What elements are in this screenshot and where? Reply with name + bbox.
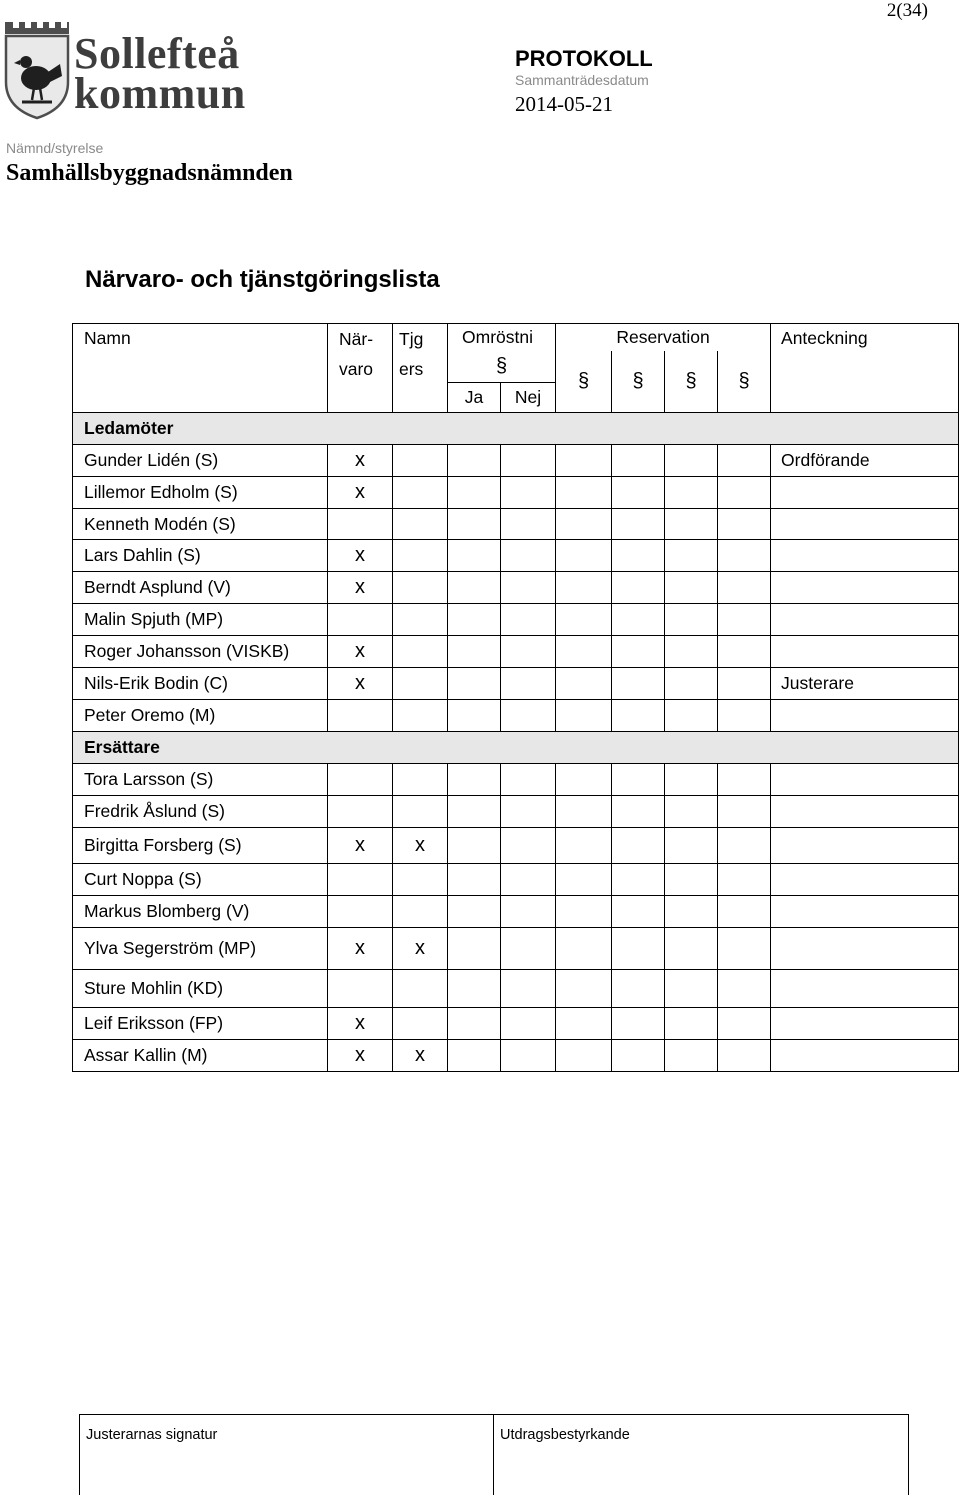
member-name: Sture Mohlin (KD) <box>73 970 328 1008</box>
member-row <box>73 668 959 700</box>
reservation-cell <box>665 864 718 896</box>
vote-no-cell <box>501 764 556 796</box>
vote-no-cell <box>501 636 556 668</box>
vote-yes-cell <box>448 970 501 1008</box>
reservation-cell <box>665 764 718 796</box>
vote-no-cell <box>501 864 556 896</box>
reservation-cell <box>612 668 665 700</box>
vote-yes-cell <box>448 445 501 477</box>
member-name: Fredrik Åslund (S) <box>73 796 328 828</box>
vote-no-cell <box>501 1040 556 1072</box>
coat-of-arms-icon <box>4 20 70 120</box>
vote-yes-cell <box>448 1008 501 1040</box>
reservation-cell <box>718 796 771 828</box>
vote-yes-cell <box>448 896 501 928</box>
member-note <box>771 896 959 928</box>
header-reservation: Reservation <box>556 324 771 351</box>
certification-label: Utdragsbestyrkande <box>500 1427 630 1443</box>
logo-line-1: Sollefteå <box>74 29 240 78</box>
vote-yes-cell <box>448 572 501 604</box>
header-vote-no: Nej <box>501 383 556 413</box>
reservation-cell <box>718 636 771 668</box>
reservation-cell <box>556 764 612 796</box>
reservation-cell <box>556 1008 612 1040</box>
signature-label: Justerarnas signatur <box>80 1415 494 1495</box>
reservation-cell <box>556 864 612 896</box>
member-name: Roger Johansson (VISKB) <box>73 636 328 668</box>
attendance-table <box>72 323 959 1072</box>
member-note <box>771 928 959 970</box>
member-row <box>73 700 959 732</box>
vote-yes-cell <box>448 864 501 896</box>
reservation-cell <box>718 445 771 477</box>
member-note <box>771 700 959 732</box>
member-name: Nils-Erik Bodin (C) <box>73 668 328 700</box>
present-mark: x <box>328 636 393 668</box>
reservation-cell <box>665 796 718 828</box>
vote-yes-cell <box>448 604 501 636</box>
protocol-block <box>515 46 653 117</box>
header-serving-line1: Tjg <box>399 329 424 349</box>
vote-yes-cell <box>448 540 501 572</box>
present-mark <box>328 864 393 896</box>
member-name: Leif Eriksson (FP) <box>73 1008 328 1040</box>
reservation-cell <box>612 796 665 828</box>
reservation-cell <box>718 540 771 572</box>
reservation-cell <box>718 477 771 509</box>
member-row <box>73 636 959 668</box>
reservation-cell <box>665 896 718 928</box>
present-mark: x <box>328 828 393 864</box>
member-name: Ylva Segerström (MP) <box>73 928 328 970</box>
logo-wordmark <box>74 29 246 118</box>
present-mark <box>328 970 393 1008</box>
reservation-cell <box>718 668 771 700</box>
serving-mark <box>393 764 448 796</box>
reservation-cell <box>612 828 665 864</box>
reservation-cell <box>718 764 771 796</box>
member-note <box>771 970 959 1008</box>
serving-mark <box>393 970 448 1008</box>
present-mark <box>328 604 393 636</box>
member-name: Markus Blomberg (V) <box>73 896 328 928</box>
reservation-cell <box>556 445 612 477</box>
present-mark: x <box>328 1008 393 1040</box>
reservation-cell <box>665 700 718 732</box>
reservation-cell <box>612 636 665 668</box>
present-mark: x <box>328 668 393 700</box>
vote-no-cell <box>501 828 556 864</box>
serving-mark <box>393 540 448 572</box>
reservation-cell <box>612 445 665 477</box>
member-name: Peter Oremo (M) <box>73 700 328 732</box>
header-vote-yes: Ja <box>448 383 501 413</box>
present-mark: x <box>328 572 393 604</box>
present-mark <box>328 796 393 828</box>
reservation-cell <box>718 864 771 896</box>
header-vote: Omröstni <box>448 324 556 351</box>
section-row <box>73 413 959 445</box>
reservation-cell <box>718 828 771 864</box>
vote-yes-cell <box>448 668 501 700</box>
reservation-cell <box>612 604 665 636</box>
header-serving <box>393 324 448 413</box>
present-mark: x <box>328 477 393 509</box>
reservation-cell <box>556 668 612 700</box>
section-title: Ledamöter <box>73 413 959 445</box>
reservation-cell <box>718 1008 771 1040</box>
reservation-cell <box>718 970 771 1008</box>
vote-no-cell <box>501 928 556 970</box>
member-note <box>771 604 959 636</box>
member-name: Kenneth Modén (S) <box>73 509 328 540</box>
serving-mark: x <box>393 928 448 970</box>
vote-yes-cell <box>448 764 501 796</box>
member-row <box>73 477 959 509</box>
reservation-cell <box>718 896 771 928</box>
serving-mark <box>393 700 448 732</box>
reservation-cell <box>665 445 718 477</box>
reservation-paragraph-icon-3: § <box>665 351 718 413</box>
present-mark <box>328 764 393 796</box>
vote-no-cell <box>501 796 556 828</box>
member-note <box>771 636 959 668</box>
vote-yes-cell <box>448 636 501 668</box>
reservation-cell <box>612 896 665 928</box>
reservation-cell <box>612 864 665 896</box>
member-row <box>73 864 959 896</box>
member-note <box>771 572 959 604</box>
member-note: Ordförande <box>771 445 959 477</box>
member-note <box>771 477 959 509</box>
meeting-date: 2014-05-21 <box>515 92 613 116</box>
vote-yes-cell <box>448 796 501 828</box>
board-label: Nämnd/styrelse <box>6 140 104 156</box>
reservation-cell <box>718 509 771 540</box>
reservation-cell <box>612 572 665 604</box>
vote-no-cell <box>501 668 556 700</box>
member-row <box>73 928 959 970</box>
member-row <box>73 970 959 1008</box>
present-mark: x <box>328 1040 393 1072</box>
page-number: 2(34) <box>886 0 928 21</box>
reservation-cell <box>556 477 612 509</box>
reservation-cell <box>556 509 612 540</box>
reservation-cell <box>612 700 665 732</box>
reservation-cell <box>718 928 771 970</box>
member-row <box>73 540 959 572</box>
signature-box <box>79 1414 909 1495</box>
reservation-cell <box>718 572 771 604</box>
reservation-cell <box>665 1040 718 1072</box>
reservation-cell <box>665 477 718 509</box>
member-name: Tora Larsson (S) <box>73 764 328 796</box>
vote-no-cell <box>501 540 556 572</box>
member-name: Curt Noppa (S) <box>73 864 328 896</box>
header-note: Anteckning <box>771 324 959 413</box>
member-row <box>73 1040 959 1072</box>
member-name: Birgitta Forsberg (S) <box>73 828 328 864</box>
member-row <box>73 1008 959 1040</box>
reservation-cell <box>612 970 665 1008</box>
member-name: Lillemor Edholm (S) <box>73 477 328 509</box>
reservation-cell <box>556 636 612 668</box>
vote-yes-cell <box>448 700 501 732</box>
member-note <box>771 828 959 864</box>
reservation-paragraph-icon-2: § <box>612 351 665 413</box>
member-note: Justerare <box>771 668 959 700</box>
member-name: Assar Kallin (M) <box>73 1040 328 1072</box>
vote-no-cell <box>501 572 556 604</box>
vote-no-cell <box>501 970 556 1008</box>
member-row <box>73 509 959 540</box>
reservation-cell <box>665 1008 718 1040</box>
section-row <box>73 732 959 764</box>
meeting-date-label: Sammanträdesdatum <box>515 72 649 88</box>
header-present-line1: När- <box>339 329 374 349</box>
member-row <box>73 896 959 928</box>
reservation-cell <box>612 1040 665 1072</box>
vote-no-cell <box>501 509 556 540</box>
page-heading: Närvaro- och tjänstgöringslista <box>85 266 440 293</box>
vote-no-cell <box>501 604 556 636</box>
serving-mark <box>393 445 448 477</box>
present-mark: x <box>328 928 393 970</box>
member-row <box>73 764 959 796</box>
serving-mark <box>393 636 448 668</box>
reservation-cell <box>556 604 612 636</box>
member-note <box>771 1008 959 1040</box>
serving-mark <box>393 477 448 509</box>
vote-no-cell <box>501 1008 556 1040</box>
reservation-cell <box>718 604 771 636</box>
member-row <box>73 828 959 864</box>
serving-mark: x <box>393 828 448 864</box>
reservation-cell <box>665 668 718 700</box>
reservation-cell <box>612 540 665 572</box>
header-present-line2: varo <box>339 359 374 379</box>
reservation-cell <box>665 604 718 636</box>
vote-no-cell <box>501 700 556 732</box>
reservation-cell <box>556 700 612 732</box>
reservation-cell <box>665 572 718 604</box>
member-note <box>771 796 959 828</box>
reservation-cell <box>718 700 771 732</box>
member-row <box>73 572 959 604</box>
vote-yes-cell <box>448 828 501 864</box>
reservation-cell <box>612 509 665 540</box>
serving-mark <box>393 796 448 828</box>
serving-mark <box>393 1008 448 1040</box>
reservation-cell <box>665 540 718 572</box>
board-block <box>6 140 293 189</box>
vote-no-cell <box>501 445 556 477</box>
serving-mark: x <box>393 1040 448 1072</box>
member-note <box>771 540 959 572</box>
reservation-cell <box>556 1040 612 1072</box>
logo-line-2: kommun <box>74 69 246 118</box>
reservation-cell <box>556 928 612 970</box>
present-mark: x <box>328 540 393 572</box>
reservation-cell <box>612 1008 665 1040</box>
vote-yes-cell <box>448 509 501 540</box>
vote-yes-cell <box>448 928 501 970</box>
member-name: Malin Spjuth (MP) <box>73 604 328 636</box>
reservation-cell <box>665 928 718 970</box>
serving-mark <box>393 572 448 604</box>
reservation-cell <box>665 828 718 864</box>
member-note <box>771 509 959 540</box>
member-name: Gunder Lidén (S) <box>73 445 328 477</box>
reservation-cell <box>556 828 612 864</box>
reservation-cell <box>665 509 718 540</box>
member-note <box>771 864 959 896</box>
serving-mark <box>393 509 448 540</box>
reservation-cell <box>556 796 612 828</box>
reservation-cell <box>556 572 612 604</box>
reservation-cell <box>665 636 718 668</box>
present-mark <box>328 700 393 732</box>
vote-yes-cell <box>448 477 501 509</box>
member-name: Lars Dahlin (S) <box>73 540 328 572</box>
reservation-cell <box>612 928 665 970</box>
municipality-logo <box>4 20 262 122</box>
reservation-cell <box>556 970 612 1008</box>
serving-mark <box>393 896 448 928</box>
vote-no-cell <box>501 477 556 509</box>
member-row <box>73 445 959 477</box>
header-name: Namn <box>73 324 328 413</box>
vote-no-cell <box>501 896 556 928</box>
reservation-cell <box>612 764 665 796</box>
reservation-cell <box>718 1040 771 1072</box>
serving-mark <box>393 864 448 896</box>
header-serving-line2: ers <box>399 359 424 379</box>
reservation-cell <box>665 970 718 1008</box>
board-name: Samhällsbyggnadsnämnden <box>6 160 293 186</box>
present-mark: x <box>328 445 393 477</box>
vote-yes-cell <box>448 1040 501 1072</box>
reservation-cell <box>556 540 612 572</box>
present-mark <box>328 896 393 928</box>
member-row <box>73 796 959 828</box>
serving-mark <box>393 604 448 636</box>
member-name: Berndt Asplund (V) <box>73 572 328 604</box>
vote-paragraph-icon: § <box>448 351 556 383</box>
reservation-paragraph-icon-1: § <box>556 351 612 413</box>
member-note <box>771 764 959 796</box>
reservation-cell <box>556 896 612 928</box>
serving-mark <box>393 668 448 700</box>
reservation-cell <box>612 477 665 509</box>
reservation-paragraph-icon-4: § <box>718 351 771 413</box>
member-row <box>73 604 959 636</box>
protocol-title: PROTOKOLL <box>515 46 653 71</box>
present-mark <box>328 509 393 540</box>
section-title: Ersättare <box>73 732 959 764</box>
header-present <box>328 324 393 413</box>
member-note <box>771 1040 959 1072</box>
